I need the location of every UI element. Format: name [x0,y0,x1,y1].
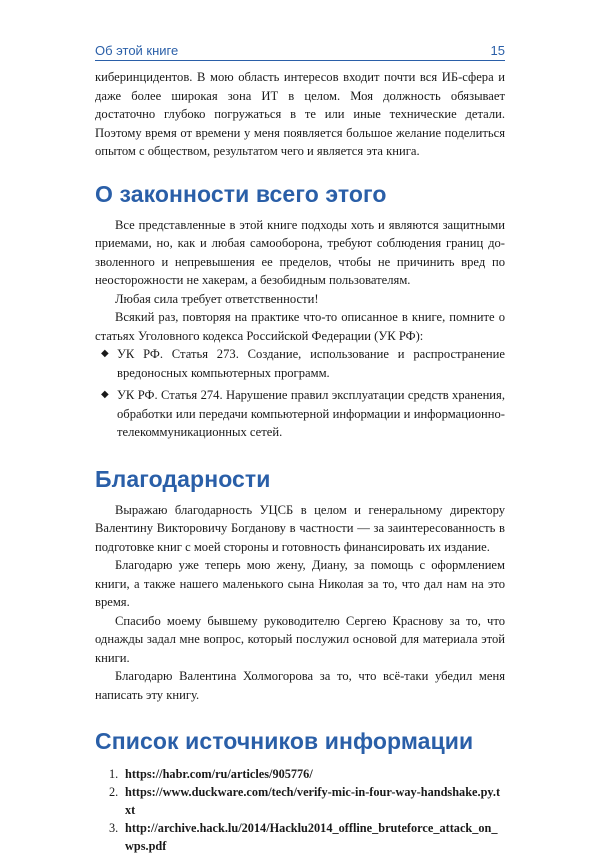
source-item [95,783,505,819]
legality-paragraph-2: Любая сила требует ответственности! [115,291,319,306]
law-article-text: УК РФ. Статья 274. Нарушение правил эксплуатации средств хранения, обработки или передачи компьютерной информации и информационно-телекоммуникационных сетей. [117,388,505,439]
source-link[interactable]: https://www.duckware.com/tech/verify-mic-in-four-way-handshake.py.txt [125,785,501,817]
sources-list [95,765,505,855]
law-article-text: УК РФ. Статья 273. Создание, использование и распространение вредоносных компьютерных программ. [117,347,505,380]
running-head-rule [95,60,505,61]
source-number: 1. [109,767,119,781]
source-item [95,765,505,783]
list-item [95,345,505,382]
running-head-title: Об этой книге [95,43,179,58]
running-head [95,38,505,58]
thanks-paragraph-3: Спасибо моему бывшему руководителю Сергею Краснову за то, что однажды задал мне вопрос, который послужил основой для материала этой книги. [95,613,505,665]
heading-thanks: Благодарности [95,465,271,492]
source-item [95,819,505,855]
heading-sources: Список источников информации [95,728,474,754]
source-number: 3. [109,821,119,835]
diamond-bullet-icon: ◆ [101,389,109,400]
source-link[interactable]: https://habr.com/ru/articles/905776/ [125,767,313,781]
diamond-bullet-icon: ◆ [101,348,109,359]
intro-paragraph: киберинцидентов. В мою область интересов входит почти вся ИБ-сфера и даже более широкая зона ИТ в целом. Моя должность обязывает достаточно глубоко погружаться в те или иные технические детали. Поэтому время от времени у меня появляется большое желание поделиться опытом с обществом, результатом чего и является эта книга. [95,70,505,158]
page-number: 15 [490,43,505,58]
heading-legality: О законности всего этого [95,180,387,207]
thanks-paragraph-2: Благодарю уже теперь мою жену, Диану, за помощь с оформлением книги, а также нашего маленького сына Николая за то, что дал нам на это время. [95,558,505,609]
source-link[interactable]: http://archive.hack.lu/2014/Hacklu2014_offline_bruteforce_attack_on_ wps.pdf [125,821,498,853]
thanks-paragraph-1: Выражаю благодарность УЦСБ в целом и генеральному директору Валентину Викторовичу Богданову в частности — за заинтересованность в подготовке книг с моей стороны и готовность финансировать их издание. [95,502,505,554]
list-item [95,386,505,442]
source-number: 2. [109,785,119,799]
thanks-paragraph-4: Благодарю Валентина Холмогорова за то, что всё-таки убедил меня написать эту книгу. [95,669,505,702]
law-articles-list [95,345,505,442]
page-content [95,68,505,855]
legality-paragraph-1: Все представленные в этой книге подходы хоть и являются защитными приемами, но, как и любая самооборона, требуют соблюдения границ дозволенного и непревышения ее пределов, чтобы не причинить вред по неосторожности не хакерам, а безобидным пользователям. [95,217,505,287]
legality-paragraph-3: Всякий раз, повторяя на практике что-то описанное в книге, помните о статьях Уголовного кодекса Российской Федерации (УК РФ): [95,310,505,343]
